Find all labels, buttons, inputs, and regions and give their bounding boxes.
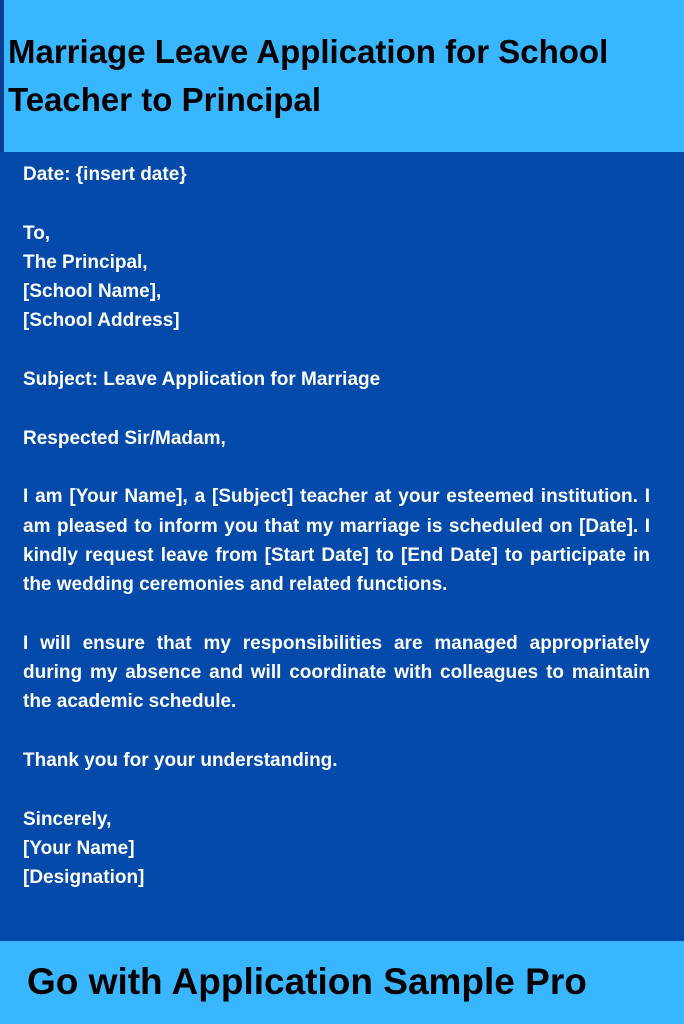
spacer [23,189,650,218]
to-line: To, [23,222,51,244]
signature-designation: [Designation] [23,867,145,889]
date-line: Date: {insert date} [23,164,187,185]
school-address: [School Address] [23,310,180,332]
school-name: [School Name], [23,281,162,303]
letter-body [23,160,650,892]
spacer [23,336,650,365]
body-paragraph-2: I will ensure that my responsibilities are managed appropriately during my absence and will coordinate with colleagues to maintain the academic schedule. [23,632,650,713]
header-banner [0,0,684,152]
footer-banner [0,941,684,1024]
subject-line: Subject: Leave Application for Marriage [23,369,381,391]
spacer [23,599,650,628]
signature-name: [Your Name] [23,837,135,859]
salutation: Respected Sir/Madam, [23,427,226,449]
spacer [23,717,650,746]
body-paragraph-1: I am [Your Name], a [Subject] teacher at your esteemed institution. I am pleased to inform you that my marriage is scheduled on [Date]. I kindly request leave from [Start Date] to [End Date] to participate in the wedding ceremonies and related functions. [23,486,650,596]
footer-text: Go with Application Sample Pro [27,961,587,1002]
spacer [23,453,650,482]
closing: Sincerely, [23,808,112,830]
thanks-line: Thank you for your understanding. [23,749,338,771]
spacer [23,394,650,423]
page-title: Marriage Leave Application for School Teacher to Principal [8,33,609,118]
spacer [23,775,650,804]
recipient-title: The Principal, [23,251,148,273]
